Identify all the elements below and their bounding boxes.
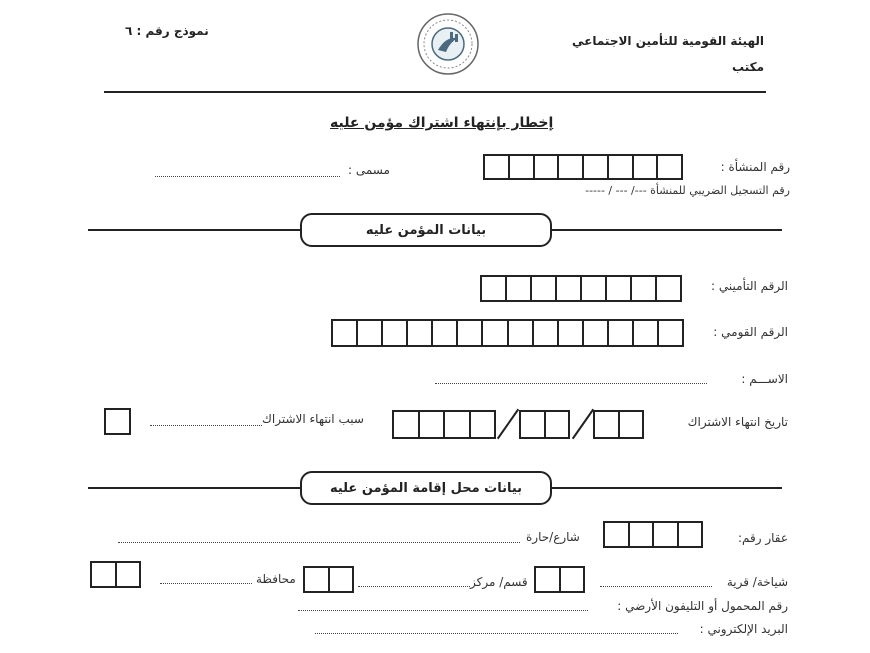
street-label: شارع/حارة	[526, 530, 580, 544]
section-line-left	[88, 229, 300, 231]
district-label: قسم/ مركز	[470, 575, 528, 589]
organization-logo	[416, 12, 480, 76]
governorate-line[interactable]	[160, 583, 252, 584]
district-boxes[interactable]	[534, 566, 585, 593]
end-reason-line[interactable]	[150, 425, 262, 426]
office-label: مكتب	[731, 60, 764, 74]
street-line[interactable]	[118, 542, 520, 543]
header-divider	[104, 91, 766, 93]
national-id-label: الرقم القومي :	[713, 325, 788, 339]
governorate-label: محافظة	[256, 572, 296, 586]
insurance-number-label: الرقم التأميني :	[711, 279, 788, 293]
governorate-boxes[interactable]	[303, 566, 354, 593]
form-title: إخطار بإنتهاء اشتراك مؤمن عليه	[330, 115, 554, 131]
national-id-boxes[interactable]	[331, 319, 684, 347]
governorate-code-boxes[interactable]	[90, 561, 141, 588]
end-month-boxes[interactable]	[519, 410, 570, 439]
end-reason-box[interactable]	[104, 408, 131, 435]
insured-data-section-header: بيانات المؤمن عليه	[300, 213, 552, 247]
form-number: نموذج رقم : ٦	[125, 24, 209, 38]
phone-line[interactable]	[298, 610, 588, 611]
section2-line-left	[88, 487, 300, 489]
establishment-name-line[interactable]	[155, 176, 340, 177]
village-line[interactable]	[600, 586, 712, 587]
district-line[interactable]	[358, 586, 470, 587]
tax-registration-label: رقم التسجيل الضريبي للمنشأة ---/ --- / -----	[585, 184, 790, 197]
insurance-number-boxes[interactable]	[480, 275, 682, 302]
insured-name-line[interactable]	[435, 383, 707, 384]
establishment-number-boxes[interactable]	[483, 154, 683, 180]
end-date-label: تاريخ انتهاء الاشتراك	[687, 415, 788, 429]
building-number-label: عقار رقم:	[737, 531, 788, 545]
end-year-boxes[interactable]	[392, 410, 496, 439]
establishment-name-label: مسمى :	[348, 163, 390, 177]
village-label: شياخة/ قرية	[726, 575, 788, 589]
email-label: البريد الإلكتروني :	[699, 622, 788, 636]
section-line-right	[552, 229, 782, 231]
end-day-boxes[interactable]	[593, 410, 644, 439]
establishment-number-label: رقم المنشأة :	[720, 160, 790, 174]
building-number-boxes[interactable]	[603, 521, 703, 548]
organization-name: الهيئة القومية للتأمين الاجتماعي	[572, 34, 764, 48]
section2-line-right	[552, 487, 782, 489]
email-line[interactable]	[315, 633, 678, 634]
date-separator-1	[572, 409, 594, 440]
insured-name-label: الاســـم :	[741, 372, 788, 386]
insured-address-section-header: بيانات محل إقامة المؤمن عليه	[300, 471, 552, 505]
end-reason-label: سبب انتهاء الاشتراك	[262, 412, 364, 426]
date-separator-2	[497, 409, 519, 440]
phone-label: رقم المحمول أو التليفون الأرضي :	[617, 599, 788, 613]
